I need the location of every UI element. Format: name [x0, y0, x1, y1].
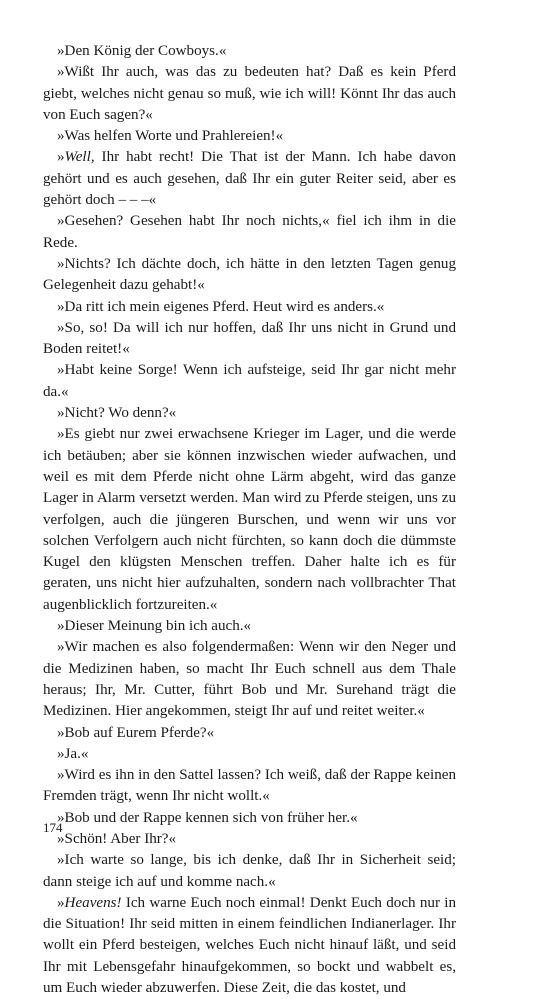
paragraph — [43, 62, 456, 126]
text-run: »Gesehen? Gesehen habt Ihr noch nichts,« fiel ich ihm in die Rede. — [43, 213, 456, 251]
text-run: »Wißt Ihr auch, was das zu bedeuten hat? Daß es kein Pferd giebt, welches nicht genau so muß, wie ich will! Könnt Ihr das auch von Euch sagen?« — [43, 64, 456, 123]
body-text — [43, 41, 456, 999]
paragraph — [43, 318, 456, 361]
paragraph — [43, 850, 456, 893]
text-run: »Was helfen Worte und Prahlereien!« — [57, 128, 284, 145]
paragraph — [43, 765, 456, 808]
page-number: 174 — [43, 820, 63, 835]
text-run: »Bob auf Eurem Pferde?« — [57, 724, 215, 741]
text-run: » — [57, 149, 65, 166]
text-run: »Wir machen es also folgendermaßen: Wenn wir den Neger und die Medizinen haben, so macht Ihr Euch schnell aus dem Thale heraus; Ihr, Mr. Cutter, führt Bob und Mr. Surehand trägt die Medizinen. Hier angekommen, steigt Ihr auf und reitet weiter.« — [43, 639, 456, 720]
paragraph — [43, 893, 456, 999]
italic-text: Heavens! — [64, 894, 122, 911]
text-run: »Schön! Aber Ihr?« — [57, 830, 177, 847]
paragraph — [43, 403, 456, 424]
paragraph — [43, 637, 456, 722]
text-run: »Es giebt nur zwei erwachsene Krieger im Lager, und die werde ich betäuben; aber sie können inzwischen wieder aufwachen, und weil es mit dem Pferde nicht ohne Lärm abgeht, wird das ganze Lager in Alarm versetzt werden. Man wird zu Pferde steigen, uns zu verfolgen, auch die jüngeren Burschen, und wenn wir uns vor solchen Verfolgern auch nicht fürchten, so kann doch die dümmste Kugel den klügsten Menschen treffen. Daher halte ich es für geraten, uns nicht hier aufzuhalten, sondern nach vollbrachter That augenblicklich fortzureiten.« — [43, 426, 456, 613]
paragraph — [43, 744, 456, 765]
paragraph — [43, 723, 456, 744]
text-run: Ihr habt recht! Die That ist der Mann. Ich habe davon gehört und es auch gesehen, daß Ihr ein guter Reiter seid, aber es gehört doch – – –« — [43, 149, 456, 209]
text-run: » — [57, 894, 65, 911]
text-run: »Da ritt ich mein eigenes Pferd. Heut wird es anders.« — [57, 298, 385, 315]
text-run: »Den König der Cowboys.« — [57, 43, 227, 59]
text-run: »Dieser Meinung bin ich auch.« — [57, 618, 252, 635]
paragraph — [43, 126, 456, 147]
paragraph — [43, 424, 456, 616]
text-run: Ich warne Euch noch einmal! Denkt Euch doch nur in die Situation! Ihr seid mitten in einem feindlichen Indianerlager. Ihr wollt ein Pferd besteigen, welches Euch nicht hinauf läßt, und seid Ihr mit Lebensgefahr hinaufgekommen, so bockt und wabbelt es, um Euch wieder abzuwerfen. Diese Zeit, die das kostet, und — [43, 894, 456, 997]
paragraph — [43, 360, 456, 403]
paragraph — [43, 254, 456, 297]
paragraph — [43, 211, 456, 254]
italic-text: Well, — [64, 149, 95, 166]
paragraph — [43, 147, 456, 211]
text-run: »So, so! Da will ich nur hoffen, daß Ihr uns nicht in Grund und Boden reitet!« — [43, 319, 456, 358]
paragraph — [43, 829, 456, 850]
paragraph — [43, 297, 456, 318]
text-run: »Nichts? Ich dächte doch, ich hätte in den letzten Tagen genug Gelegenheit dazu gehabt!« — [43, 255, 456, 294]
text-run: »Bob und der Rappe kennen sich von früher her.« — [57, 809, 358, 826]
paragraph — [43, 616, 456, 637]
text-run: »Habt keine Sorge! Wenn ich aufsteige, seid Ihr gar nicht mehr da.« — [43, 362, 456, 400]
text-run: »Nicht? Wo denn?« — [57, 405, 177, 422]
text-run: »Ja.« — [57, 745, 89, 762]
text-run: »Ich warte so lange, bis ich denke, daß Ihr in Sicherheit seid; dann steige ich auf und komme nach.« — [43, 852, 456, 890]
text-run: »Wird es ihn in den Sattel lassen? Ich weiß, daß der Rappe keinen Fremden trägt, wenn Ihr nicht wollt.« — [43, 767, 456, 805]
paragraph — [43, 808, 456, 829]
paragraph — [43, 41, 456, 62]
